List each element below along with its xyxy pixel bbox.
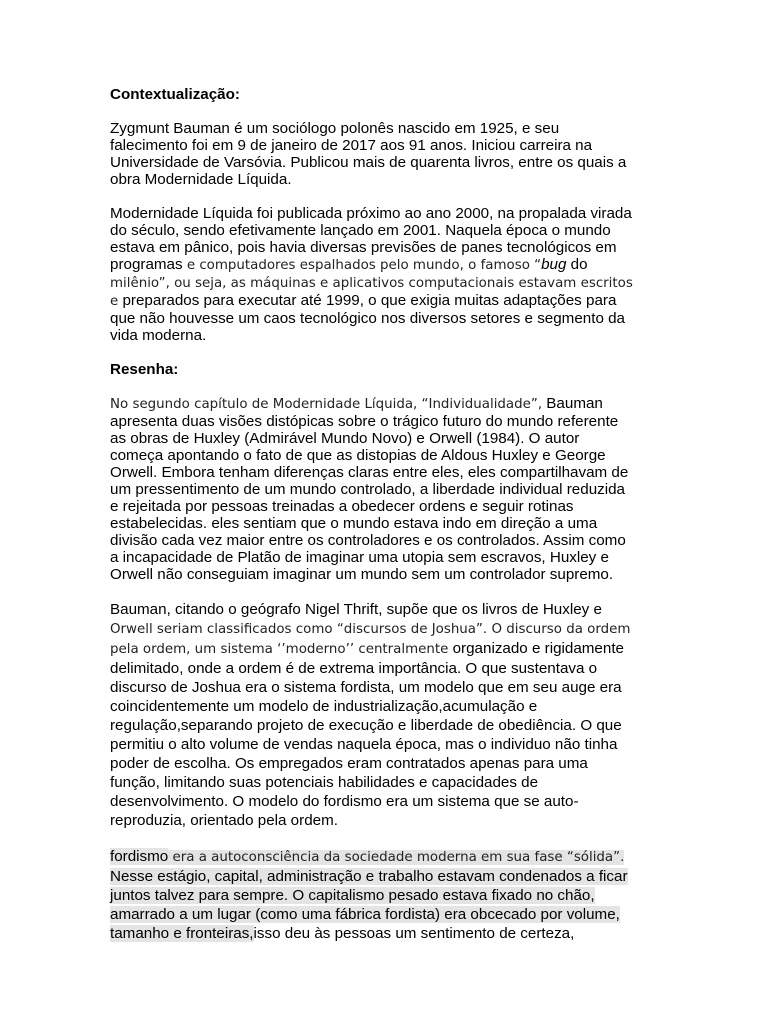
p4-text-a: Bauman, citando o geógrafo Nigel Thrift, supõe que os livros de Huxley e <box>110 601 602 618</box>
paragraph-bauman-bio: Zygmunt Bauman é um sociólogo polonês nascido em 1925, e seu falecimento foi em 9 de janeiro de 2017 aos 91 anos. Iniciou carreira na Universidade de Varsóvia. Publicou mais de quarenta livros, entre os quais a obra Modernidade Líquida. <box>110 120 627 188</box>
p5-highlight-estagio: Nesse estágio, capital, administração e trabalho estavam condenados a ficar juntos talvez para sempre. O capitalismo pesado estava fixado no chão, amarrado a um lugar (como uma fábrica fordista) <box>110 868 628 923</box>
p2-text-a: Modernidade Líquida foi publicada próximo ao ano 2000, na propalada virada do século, sendo efetivamente lançado em 2001. Naquela época o mundo estava em pânico, pois havia diversas previsões de panes tecnológicos em programas <box>110 205 632 273</box>
p2-bug-word: bug <box>541 256 567 273</box>
p5-highlight-fordismo: fordismo <box>110 848 169 865</box>
p5-highlight-volume: era obcecado por volume, tamanho e fronteiras, <box>110 906 620 942</box>
paragraph-modernidade-liquida <box>110 205 635 344</box>
p4-text-b: Orwell seriam classificados como “discursos de Joshua”. O discurso da ordem pela ordem, um sistema ‘’moderno’’ centralmente <box>110 622 631 657</box>
p2-text-c: do <box>566 256 588 273</box>
p2-text-e: preparados para executar até 1999, o que exigia muitas adaptações para que não houvesse um caos tecnológico nos diversos setores e segmento da vida moderna. <box>110 292 626 344</box>
p3-text-b: Bauman apresenta duas visões distópicas sobre o trágico futuro do mundo referente as obras de Huxley (Admirável Mundo Novo) e Orwell (1984). O autor começa apontando o fato de que as distopias de Aldous Huxley e George Orwell. Embora tenham diferenças claras entre eles, eles compartilhavam de um pressentimento de um mundo controlado, a liberdade individual reduzida e rejeitada por pessoas treinadas a obedecer ordens e seguir rotinas estabelecidas. eles sentiam que o mundo estava indo em direção a uma divisão cada vez maior entre os controladores e os controlados. Assim como a incapacidade de Platão de imaginar uma utopia sem escravos, Huxley e Orwell não conseguiam imaginar um mundo sem um controlador supremo. <box>110 395 629 583</box>
p2-text-d: milênio”, ou seja, as máquinas e aplicativos computacionais estavam escritos e <box>110 276 633 309</box>
section-title-contextualizacao: Contextualização: <box>110 86 240 103</box>
p5-highlight-autoconsciencia: era a autoconsciência da sociedade moderna em sua fase “sólida”. <box>168 850 625 865</box>
paragraph-individualidade <box>110 395 635 583</box>
p4-text-c: organizado e rigidamente delimitado, onde a ordem é de extrema importância. O que sustentava o discurso de Joshua era o sistema fordista, um modelo que em seu auge era coincidentemente um modelo de industrialização,acumulação e regulação,separando projeto de execução e liberdade de obediência. O que permitiu o alto volume de vendas naquela época, mas o individuo não tinha poder de escolha. Os empregados eram contratados apenas para uma função, limitando suas potenciais habilidades e capacidades de desenvolvimento. O modelo do fordismo era um sistema que se auto-reproduzia, orientado pela ordem. <box>110 640 624 829</box>
paragraph-fordismo <box>110 847 635 943</box>
p3-text-a: No segundo capítulo de Modernidade Líquida, “Individualidade”, <box>110 397 543 412</box>
paragraph-discursos-joshua <box>110 600 635 830</box>
p2-text-b: e computadores espalhados pelo mundo, o famoso “ <box>186 258 542 273</box>
document-page <box>110 86 635 960</box>
p5-text-certeza: isso deu às pessoas um sentimento de certeza, <box>253 925 575 942</box>
section-title-resenha: Resenha: <box>110 361 179 378</box>
